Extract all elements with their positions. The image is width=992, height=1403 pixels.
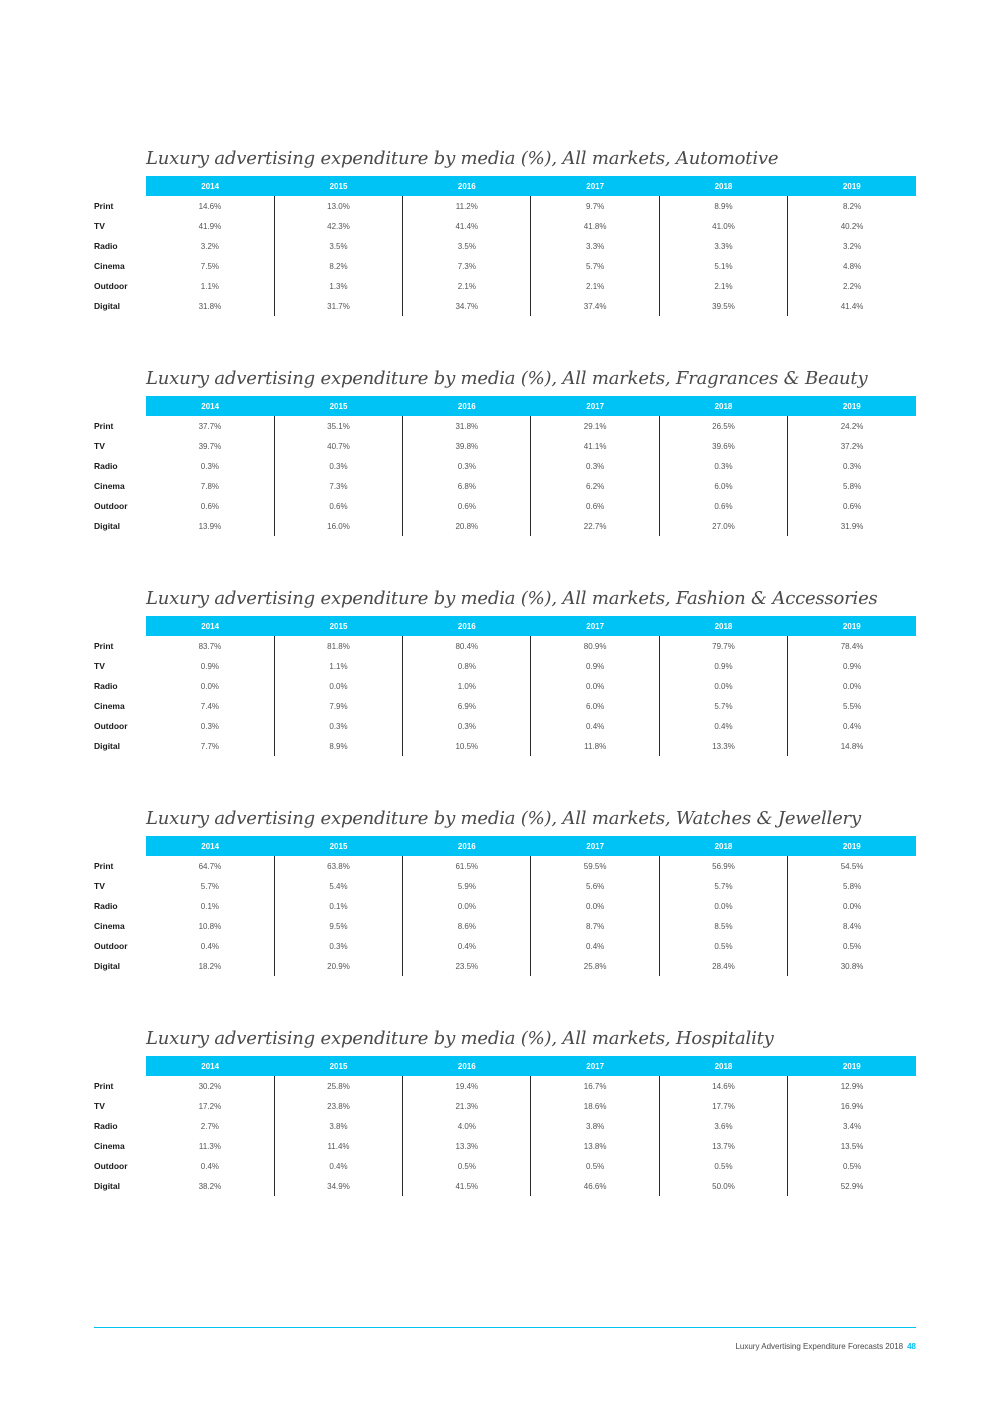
value-cell: 0.3% (274, 716, 402, 736)
row-label: Radio (94, 681, 118, 691)
value-cell: 0.5% (403, 1156, 531, 1176)
year-header: 2017 (531, 836, 659, 856)
value-cell: 1.1% (200, 281, 220, 291)
value-cell: 40.7% (274, 436, 402, 456)
value-cell: 2.1% (531, 276, 659, 296)
row-label: Print (94, 1081, 114, 1091)
row-label: Outdoor (94, 1161, 128, 1171)
value-cell: 0.9% (200, 661, 220, 671)
table-row (94, 696, 916, 716)
value-cell: 2.7% (200, 1121, 220, 1131)
value-cell: 5.1% (659, 256, 787, 276)
row-label: Cinema (94, 701, 125, 711)
value-cell: 0.4% (659, 716, 787, 736)
value-cell: 7.8% (200, 481, 220, 491)
year-header: 2014 (146, 616, 274, 636)
value-cell: 0.0% (403, 896, 531, 916)
value-cell: 0.5% (531, 1156, 659, 1176)
row-label: Print (94, 641, 114, 651)
value-cell: 17.7% (659, 1096, 787, 1116)
row-label: Digital (94, 1181, 120, 1191)
value-cell: 1.3% (274, 276, 402, 296)
value-cell: 39.7% (198, 441, 222, 451)
row-label: Digital (94, 301, 120, 311)
value-cell: 80.9% (531, 636, 659, 656)
value-cell: 11.8% (531, 736, 659, 756)
value-cell: 31.8% (403, 416, 531, 436)
value-cell: 8.7% (531, 916, 659, 936)
value-cell: 3.5% (403, 236, 531, 256)
value-cell: 0.5% (788, 1156, 916, 1176)
value-cell: 30.2% (198, 1081, 222, 1091)
row-label: TV (94, 221, 105, 231)
value-cell: 0.3% (200, 461, 220, 471)
value-cell: 41.9% (198, 221, 222, 231)
row-label: TV (94, 881, 105, 891)
row-label: Outdoor (94, 281, 128, 291)
value-cell: 19.4% (403, 1076, 531, 1096)
year-header: 2019 (788, 176, 916, 196)
table-row (94, 896, 916, 916)
value-cell: 11.2% (403, 196, 531, 216)
value-cell: 0.5% (659, 1156, 787, 1176)
value-cell: 5.8% (788, 876, 916, 896)
value-cell: 28.4% (659, 956, 787, 976)
value-cell: 41.4% (788, 296, 916, 316)
data-table (94, 616, 916, 756)
year-header: 2018 (659, 616, 787, 636)
value-cell: 13.3% (403, 1136, 531, 1156)
data-table (94, 176, 916, 316)
table-title: Luxury advertising expenditure by media (%), All markets, Watches & Jewellery (146, 808, 861, 829)
value-cell: 46.6% (531, 1176, 659, 1196)
corner-cell (94, 616, 146, 636)
value-cell: 63.8% (274, 856, 402, 876)
corner-cell (94, 1056, 146, 1076)
value-cell: 31.8% (198, 301, 222, 311)
value-cell: 23.8% (274, 1096, 402, 1116)
value-cell: 0.1% (274, 896, 402, 916)
value-cell: 13.8% (531, 1136, 659, 1156)
table-row (94, 1176, 916, 1196)
value-cell: 79.7% (659, 636, 787, 656)
value-cell: 0.6% (788, 496, 916, 516)
value-cell: 50.0% (659, 1176, 787, 1196)
value-cell: 64.7% (198, 861, 222, 871)
table-row (94, 636, 916, 656)
year-header: 2016 (403, 1056, 531, 1076)
value-cell: 37.2% (788, 436, 916, 456)
row-label: Digital (94, 741, 120, 751)
value-cell: 8.9% (274, 736, 402, 756)
table-row (94, 876, 916, 896)
value-cell: 13.5% (788, 1136, 916, 1156)
value-cell: 0.6% (200, 501, 220, 511)
table-row (94, 496, 916, 516)
value-cell: 83.7% (198, 641, 222, 651)
value-cell: 0.4% (788, 716, 916, 736)
value-cell: 20.9% (274, 956, 402, 976)
year-header: 2016 (403, 396, 531, 416)
value-cell: 42.3% (274, 216, 402, 236)
value-cell: 12.9% (788, 1076, 916, 1096)
value-cell: 21.3% (403, 1096, 531, 1116)
data-table (94, 1056, 916, 1196)
data-table (94, 396, 916, 536)
page-footer (735, 1342, 916, 1351)
data-table (94, 836, 916, 976)
row-label: Cinema (94, 261, 125, 271)
value-cell: 13.0% (274, 196, 402, 216)
value-cell: 8.9% (659, 196, 787, 216)
header-row (94, 396, 916, 416)
table-row (94, 296, 916, 316)
row-label: Digital (94, 521, 120, 531)
year-header: 2019 (788, 836, 916, 856)
value-cell: 30.8% (788, 956, 916, 976)
table-row (94, 456, 916, 476)
value-cell: 0.0% (531, 896, 659, 916)
value-cell: 7.4% (200, 701, 220, 711)
value-cell: 54.5% (788, 856, 916, 876)
value-cell: 16.0% (274, 516, 402, 536)
year-header: 2015 (274, 1056, 402, 1076)
table-row (94, 1096, 916, 1116)
value-cell: 3.2% (200, 241, 220, 251)
table-row (94, 216, 916, 236)
value-cell: 3.8% (531, 1116, 659, 1136)
value-cell: 0.0% (788, 896, 916, 916)
value-cell: 56.9% (659, 856, 787, 876)
year-header: 2016 (403, 176, 531, 196)
table-row (94, 856, 916, 876)
value-cell: 0.0% (274, 676, 402, 696)
value-cell: 2.2% (788, 276, 916, 296)
year-header: 2014 (146, 836, 274, 856)
corner-cell (94, 176, 146, 196)
value-cell: 0.5% (659, 936, 787, 956)
table-row (94, 1136, 916, 1156)
table-row (94, 1156, 916, 1176)
year-header: 2014 (146, 396, 274, 416)
table-row (94, 476, 916, 496)
value-cell: 0.3% (274, 456, 402, 476)
value-cell: 6.2% (531, 476, 659, 496)
value-cell: 37.7% (198, 421, 222, 431)
table-row (94, 1116, 916, 1136)
value-cell: 0.3% (200, 721, 220, 731)
year-header: 2014 (146, 1056, 274, 1076)
value-cell: 4.0% (403, 1116, 531, 1136)
value-cell: 3.2% (788, 236, 916, 256)
table-row (94, 416, 916, 436)
value-cell: 0.0% (659, 896, 787, 916)
row-label: Print (94, 201, 114, 211)
value-cell: 2.1% (403, 276, 531, 296)
table-row (94, 436, 916, 456)
value-cell: 41.0% (659, 216, 787, 236)
table-row (94, 656, 916, 676)
value-cell: 38.2% (198, 1181, 222, 1191)
value-cell: 0.3% (531, 456, 659, 476)
value-cell: 0.3% (403, 456, 531, 476)
value-cell: 0.3% (274, 936, 402, 956)
table-row (94, 516, 916, 536)
value-cell: 3.5% (274, 236, 402, 256)
row-label: Outdoor (94, 721, 128, 731)
year-header: 2016 (403, 616, 531, 636)
value-cell: 0.9% (788, 656, 916, 676)
header-row (94, 616, 916, 636)
year-header: 2015 (274, 176, 402, 196)
page-number: 48 (907, 1342, 916, 1351)
value-cell: 11.3% (198, 1141, 221, 1151)
value-cell: 61.5% (403, 856, 531, 876)
value-cell: 3.4% (788, 1116, 916, 1136)
table-row (94, 276, 916, 296)
table-row (94, 736, 916, 756)
value-cell: 39.6% (659, 436, 787, 456)
value-cell: 41.5% (403, 1176, 531, 1196)
value-cell: 5.9% (403, 876, 531, 896)
value-cell: 5.7% (200, 881, 220, 891)
header-row (94, 836, 916, 856)
value-cell: 24.2% (788, 416, 916, 436)
corner-cell (94, 396, 146, 416)
value-cell: 0.3% (788, 456, 916, 476)
table-row (94, 676, 916, 696)
value-cell: 14.6% (198, 201, 222, 211)
year-header: 2018 (659, 1056, 787, 1076)
table-row (94, 956, 916, 976)
value-cell: 3.3% (531, 236, 659, 256)
year-header: 2015 (274, 396, 402, 416)
value-cell: 81.8% (274, 636, 402, 656)
year-header: 2019 (788, 396, 916, 416)
value-cell: 23.5% (403, 956, 531, 976)
value-cell: 10.5% (403, 736, 531, 756)
value-cell: 25.8% (274, 1076, 402, 1096)
value-cell: 14.8% (788, 736, 916, 756)
value-cell: 0.6% (403, 496, 531, 516)
table-row (94, 916, 916, 936)
value-cell: 17.2% (198, 1101, 222, 1111)
value-cell: 78.4% (788, 636, 916, 656)
row-label: Outdoor (94, 501, 128, 511)
value-cell: 2.1% (659, 276, 787, 296)
row-label: TV (94, 1101, 105, 1111)
year-header: 2015 (274, 836, 402, 856)
value-cell: 6.8% (403, 476, 531, 496)
value-cell: 5.4% (274, 876, 402, 896)
value-cell: 22.7% (531, 516, 659, 536)
value-cell: 10.8% (198, 921, 222, 931)
row-label: Radio (94, 1121, 118, 1131)
value-cell: 3.6% (659, 1116, 787, 1136)
value-cell: 34.7% (403, 296, 531, 316)
year-header: 2017 (531, 396, 659, 416)
value-cell: 9.5% (274, 916, 402, 936)
value-cell: 6.0% (531, 696, 659, 716)
value-cell: 0.0% (200, 681, 220, 691)
value-cell: 8.5% (659, 916, 787, 936)
row-label: TV (94, 661, 105, 671)
value-cell: 8.6% (403, 916, 531, 936)
row-label: Cinema (94, 481, 125, 491)
value-cell: 5.7% (531, 256, 659, 276)
value-cell: 7.3% (403, 256, 531, 276)
value-cell: 37.4% (531, 296, 659, 316)
value-cell: 0.9% (659, 656, 787, 676)
value-cell: 7.9% (274, 696, 402, 716)
value-cell: 0.6% (274, 496, 402, 516)
year-header: 2014 (146, 176, 274, 196)
value-cell: 59.5% (531, 856, 659, 876)
year-header: 2018 (659, 396, 787, 416)
row-label: Outdoor (94, 941, 128, 951)
value-cell: 0.6% (531, 496, 659, 516)
value-cell: 13.9% (198, 521, 222, 531)
value-cell: 0.5% (788, 936, 916, 956)
row-label: Cinema (94, 921, 125, 931)
year-header: 2018 (659, 836, 787, 856)
value-cell: 9.7% (531, 196, 659, 216)
year-header: 2017 (531, 176, 659, 196)
row-label: TV (94, 441, 105, 451)
year-header: 2016 (403, 836, 531, 856)
footer-text: Luxury Advertising Expenditure Forecasts 2018 (735, 1342, 904, 1351)
value-cell: 3.8% (274, 1116, 402, 1136)
table-row (94, 196, 916, 216)
value-cell: 5.7% (659, 876, 787, 896)
table-row (94, 1076, 916, 1096)
value-cell: 7.7% (200, 741, 220, 751)
value-cell: 39.5% (659, 296, 787, 316)
year-header: 2019 (788, 616, 916, 636)
value-cell: 40.2% (788, 216, 916, 236)
value-cell: 0.0% (788, 676, 916, 696)
value-cell: 11.4% (274, 1136, 402, 1156)
value-cell: 5.8% (788, 476, 916, 496)
value-cell: 16.9% (788, 1096, 916, 1116)
value-cell: 0.4% (403, 936, 531, 956)
value-cell: 0.4% (531, 716, 659, 736)
value-cell: 25.8% (531, 956, 659, 976)
value-cell: 0.0% (659, 676, 787, 696)
value-cell: 0.4% (274, 1156, 402, 1176)
table-row (94, 256, 916, 276)
value-cell: 0.6% (659, 496, 787, 516)
table-row (94, 716, 916, 736)
table-row (94, 236, 916, 256)
corner-cell (94, 836, 146, 856)
value-cell: 27.0% (659, 516, 787, 536)
value-cell: 0.0% (531, 676, 659, 696)
table-title: Luxury advertising expenditure by media (%), All markets, Fashion & Accessories (146, 588, 878, 609)
footer-divider (94, 1327, 916, 1328)
value-cell: 8.4% (788, 916, 916, 936)
value-cell: 13.3% (659, 736, 787, 756)
row-label: Print (94, 421, 114, 431)
value-cell: 3.3% (659, 236, 787, 256)
value-cell: 0.8% (403, 656, 531, 676)
row-label: Radio (94, 901, 118, 911)
value-cell: 0.4% (200, 941, 220, 951)
value-cell: 41.4% (403, 216, 531, 236)
value-cell: 0.9% (531, 656, 659, 676)
value-cell: 31.7% (274, 296, 402, 316)
value-cell: 18.2% (198, 961, 222, 971)
value-cell: 5.7% (659, 696, 787, 716)
value-cell: 6.0% (659, 476, 787, 496)
value-cell: 39.8% (403, 436, 531, 456)
value-cell: 0.3% (659, 456, 787, 476)
value-cell: 20.8% (403, 516, 531, 536)
value-cell: 1.1% (274, 656, 402, 676)
table-title: Luxury advertising expenditure by media (%), All markets, Hospitality (146, 1028, 774, 1049)
table-row (94, 936, 916, 956)
value-cell: 34.9% (274, 1176, 402, 1196)
value-cell: 4.8% (788, 256, 916, 276)
value-cell: 16.7% (531, 1076, 659, 1096)
header-row (94, 1056, 916, 1076)
value-cell: 18.6% (531, 1096, 659, 1116)
table-title: Luxury advertising expenditure by media (%), All markets, Fragrances & Beauty (146, 368, 868, 389)
value-cell: 31.9% (788, 516, 916, 536)
row-label: Digital (94, 961, 120, 971)
header-row (94, 176, 916, 196)
value-cell: 52.9% (788, 1176, 916, 1196)
value-cell: 7.3% (274, 476, 402, 496)
year-header: 2019 (788, 1056, 916, 1076)
value-cell: 35.1% (274, 416, 402, 436)
year-header: 2017 (531, 1056, 659, 1076)
year-header: 2018 (659, 176, 787, 196)
value-cell: 29.1% (531, 416, 659, 436)
row-label: Radio (94, 461, 118, 471)
value-cell: 14.6% (659, 1076, 787, 1096)
row-label: Radio (94, 241, 118, 251)
value-cell: 1.0% (403, 676, 531, 696)
value-cell: 5.6% (531, 876, 659, 896)
row-label: Cinema (94, 1141, 125, 1151)
row-label: Print (94, 861, 114, 871)
value-cell: 0.3% (403, 716, 531, 736)
value-cell: 41.8% (531, 216, 659, 236)
value-cell: 0.4% (200, 1161, 220, 1171)
value-cell: 6.9% (403, 696, 531, 716)
table-title: Luxury advertising expenditure by media (%), All markets, Automotive (146, 148, 779, 169)
value-cell: 5.5% (788, 696, 916, 716)
value-cell: 41.1% (531, 436, 659, 456)
value-cell: 26.5% (659, 416, 787, 436)
value-cell: 8.2% (274, 256, 402, 276)
value-cell: 8.2% (788, 196, 916, 216)
value-cell: 80.4% (403, 636, 531, 656)
value-cell: 7.5% (200, 261, 220, 271)
year-header: 2017 (531, 616, 659, 636)
value-cell: 13.7% (659, 1136, 787, 1156)
value-cell: 0.4% (531, 936, 659, 956)
year-header: 2015 (274, 616, 402, 636)
value-cell: 0.1% (200, 901, 220, 911)
